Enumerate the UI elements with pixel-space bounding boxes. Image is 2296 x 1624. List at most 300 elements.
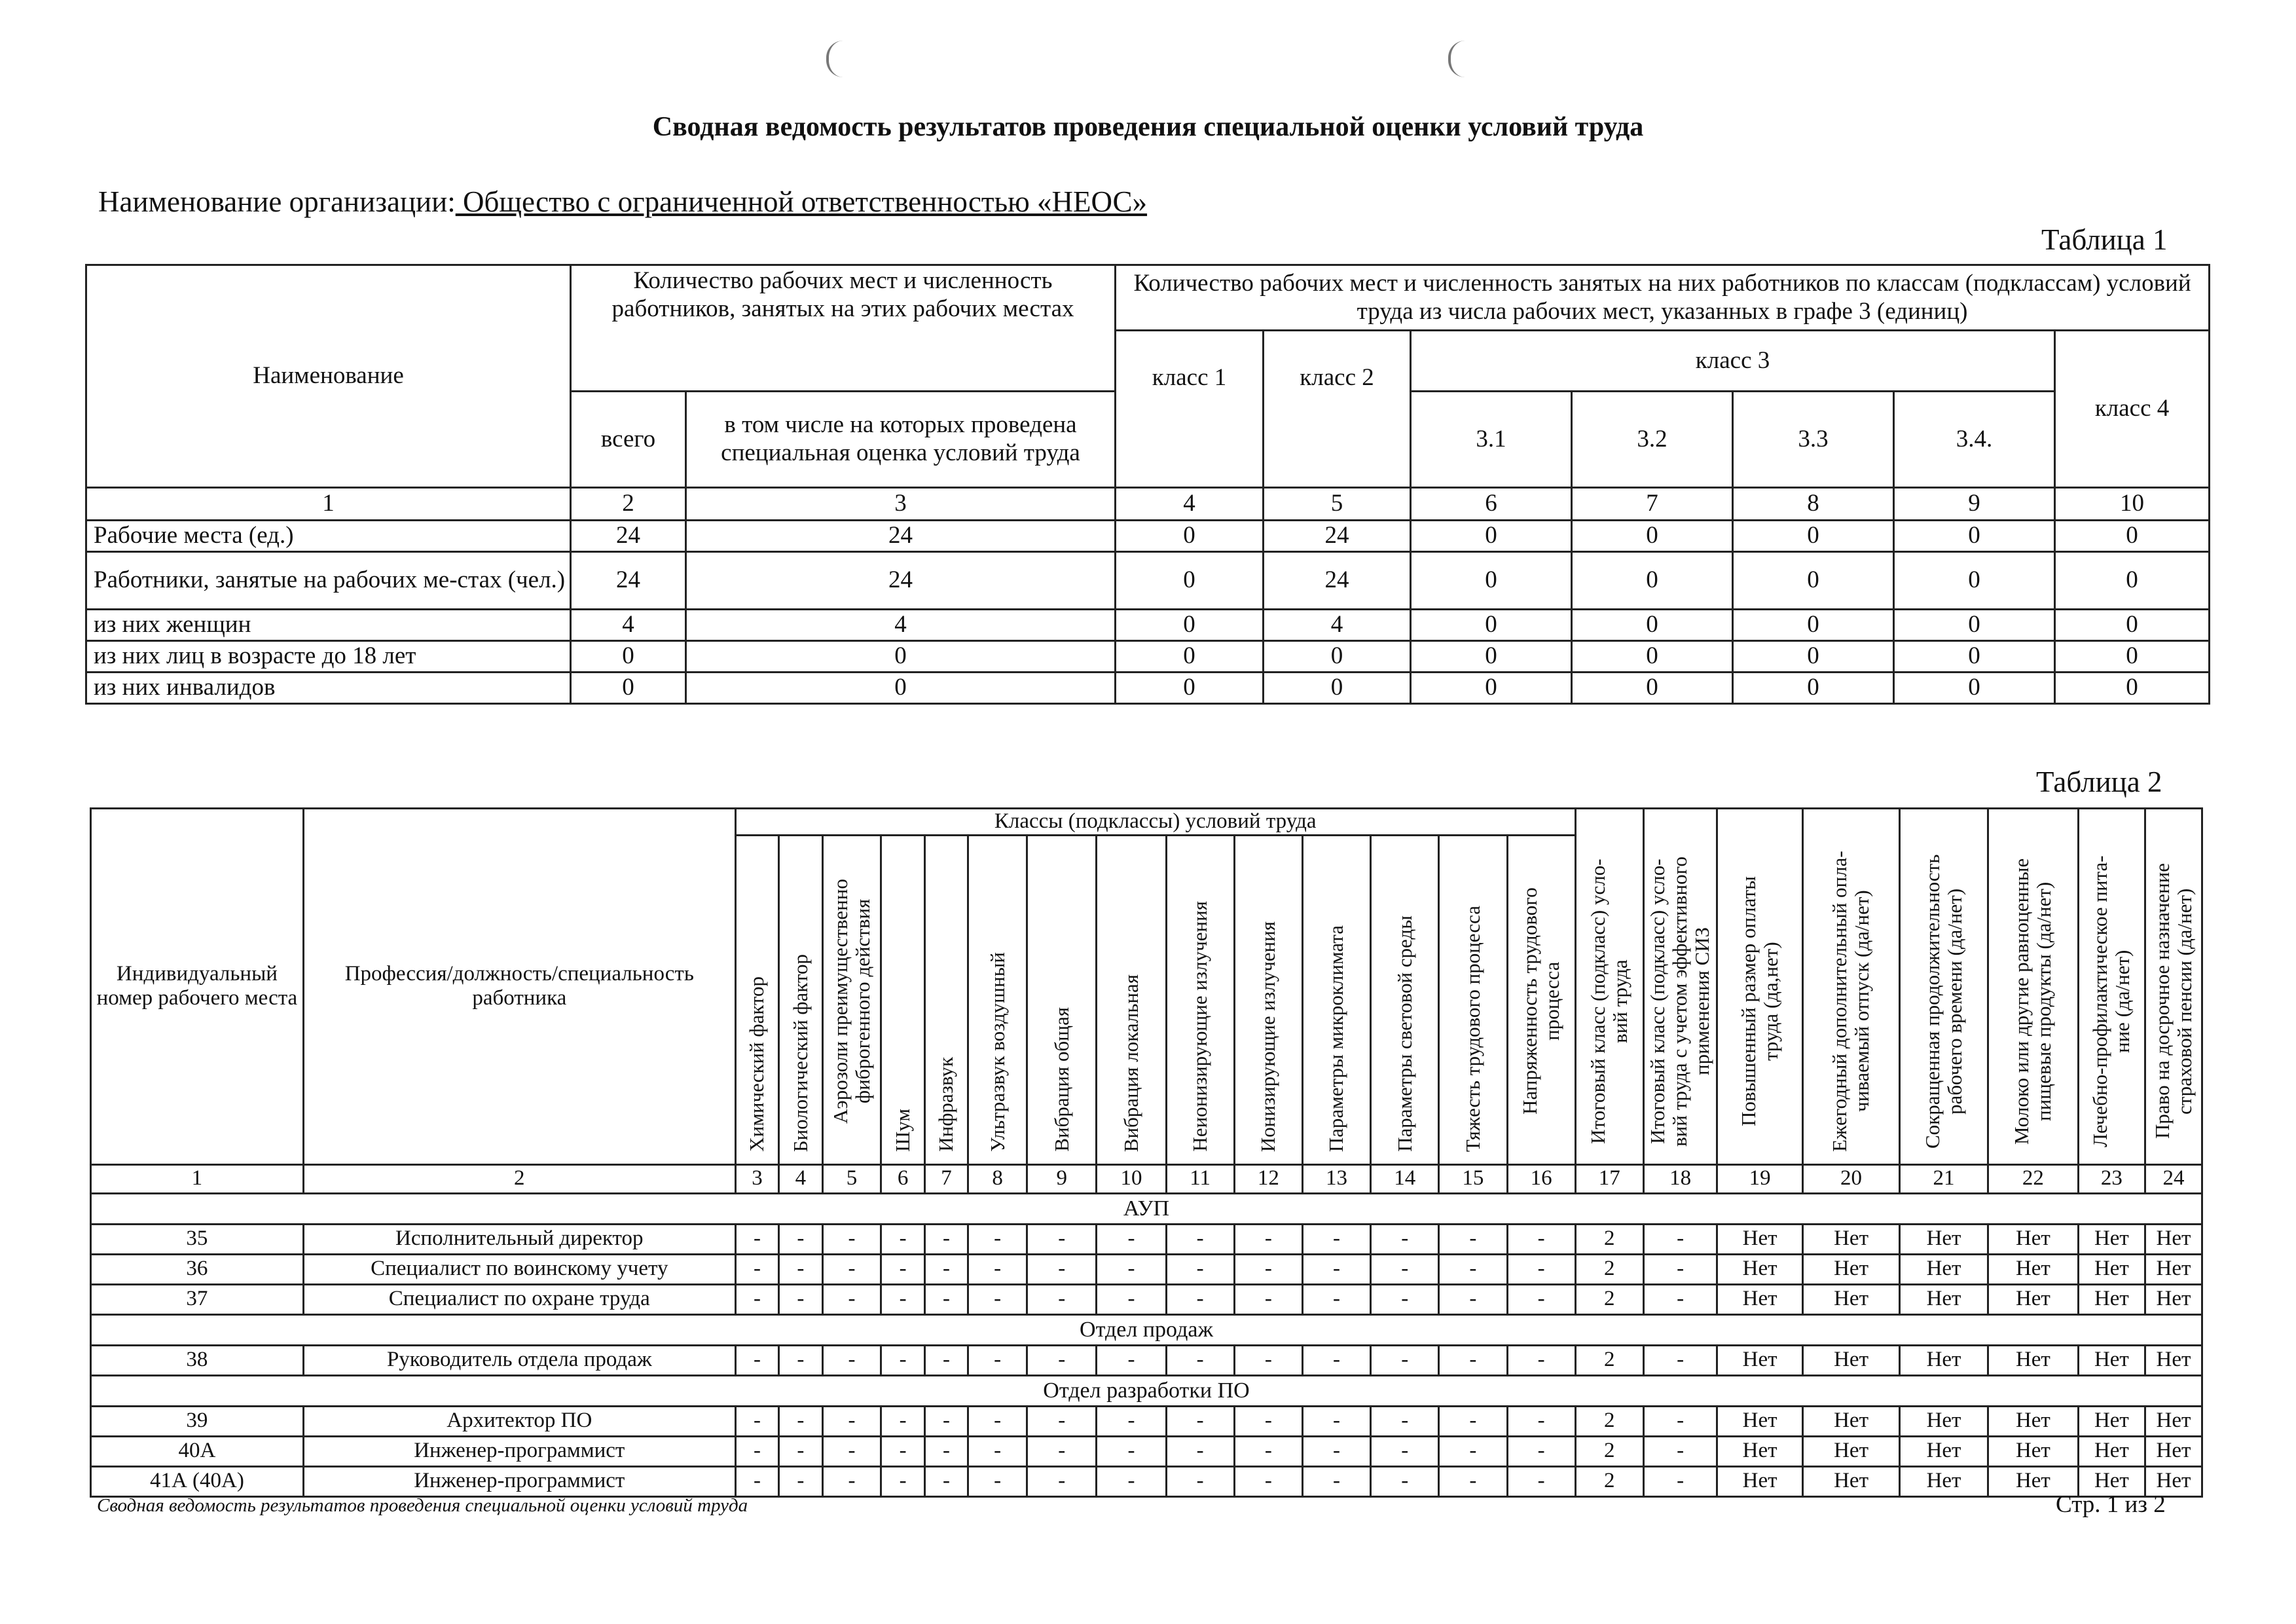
t1-row — [86, 673, 2210, 704]
t2-row — [91, 1254, 2202, 1284]
t2-cell: - — [924, 1224, 968, 1254]
t2-row-profession: Инженер-программист — [303, 1466, 735, 1496]
t1-cell: 0 — [1116, 673, 1264, 704]
t2-cell: Нет — [1988, 1436, 2078, 1466]
t2-cell: - — [1643, 1466, 1717, 1496]
t2-header-id: Индивидуальный номер рабочего места — [91, 809, 304, 1165]
t2-section-row — [91, 1375, 2202, 1406]
t2-cell: Нет — [1988, 1284, 2078, 1314]
t2-cell: - — [1439, 1224, 1507, 1254]
t1-col-number: 7 — [1572, 488, 1733, 521]
t1-cell: 24 — [1264, 552, 1411, 610]
organization-label: Наименование организации: — [98, 185, 456, 218]
t2-header-factor — [1234, 835, 1302, 1164]
t1-cell: 4 — [571, 610, 686, 641]
t2-cell: - — [1027, 1345, 1097, 1375]
t2-cell: - — [822, 1254, 881, 1284]
t2-row-profession: Исполнительный директор — [303, 1224, 735, 1254]
t1-cell: 0 — [1733, 673, 1894, 704]
t2-cell: - — [1439, 1436, 1507, 1466]
t2-col-number: 7 — [924, 1164, 968, 1193]
t1-cell: 0 — [571, 641, 686, 673]
t2-col-number: 10 — [1097, 1164, 1166, 1193]
t2-col-number: 23 — [2078, 1164, 2145, 1193]
t2-cell: - — [1507, 1466, 1575, 1496]
t1-header-total: всего — [571, 392, 686, 488]
t2-col-number: 15 — [1439, 1164, 1507, 1193]
t2-cell: Нет — [1900, 1284, 1988, 1314]
t2-row-id: 37 — [91, 1284, 304, 1314]
t2-col-number: 22 — [1988, 1164, 2078, 1193]
t2-cell: Нет — [1717, 1284, 1803, 1314]
t2-col-number: 18 — [1643, 1164, 1717, 1193]
t2-cell: - — [1643, 1284, 1717, 1314]
t2-header-factor — [822, 835, 881, 1164]
t2-header-factor — [779, 835, 822, 1164]
table2-caption: Таблица 2 — [2036, 766, 2162, 798]
t1-cell: 0 — [1116, 552, 1264, 610]
t2-cell: - — [735, 1224, 778, 1254]
t1-cell: 0 — [1572, 521, 1733, 552]
t2-cell: - — [1166, 1284, 1234, 1314]
t1-header-class3: класс 3 — [1411, 331, 2055, 392]
t2-row — [91, 1406, 2202, 1436]
t1-col-number: 1 — [86, 488, 571, 521]
t1-cell: 0 — [1894, 641, 2055, 673]
t1-cell: 0 — [1411, 552, 1572, 610]
t2-cell: Нет — [2145, 1254, 2202, 1284]
t1-column-numbers-row — [86, 488, 2210, 521]
t2-row-id: 35 — [91, 1224, 304, 1254]
t2-cell: Нет — [2078, 1284, 2145, 1314]
t2-cell: - — [1439, 1406, 1507, 1436]
t1-cell: 24 — [1264, 521, 1411, 552]
t2-cell: - — [735, 1436, 778, 1466]
t1-cell: 0 — [1572, 673, 1733, 704]
t2-cell: - — [1507, 1345, 1575, 1375]
organization-name: Общество с ограниченной ответственностью «НЕОС» — [455, 185, 1148, 218]
document-title: Сводная ведомость результатов проведения специальной оценки условий труда — [652, 112, 1644, 142]
t2-cell: - — [822, 1436, 881, 1466]
t2-cell: - — [1302, 1254, 1370, 1284]
t1-cell: 0 — [1116, 641, 1264, 673]
t1-row — [86, 610, 2210, 641]
t2-header-factor-text: Вибрация локальная — [1119, 974, 1142, 1152]
t2-cell: - — [1507, 1284, 1575, 1314]
t2-cell: - — [1371, 1224, 1439, 1254]
t2-cell: - — [968, 1254, 1027, 1284]
t2-cell: - — [1234, 1284, 1302, 1314]
t2-cell: 2 — [1575, 1466, 1643, 1496]
t2-cell: - — [1027, 1254, 1097, 1284]
t2-col-number: 24 — [2145, 1164, 2202, 1193]
t2-header-factor — [1371, 835, 1439, 1164]
t2-cell: - — [1097, 1254, 1166, 1284]
t2-cell: - — [822, 1406, 881, 1436]
t2-header-factor — [1507, 835, 1575, 1164]
t2-cell: - — [1302, 1224, 1370, 1254]
t1-cell: 0 — [686, 673, 1116, 704]
t2-row — [91, 1466, 2202, 1496]
t2-cell: - — [968, 1345, 1027, 1375]
t2-cell: - — [881, 1284, 924, 1314]
t2-cell: - — [1234, 1345, 1302, 1375]
t2-header-extra-text: Итоговый класс (подкласс) усло-вий труда с учетом эффективного применения СИЗ — [1646, 856, 1714, 1147]
t1-cell: 0 — [1733, 641, 1894, 673]
t2-cell: - — [1643, 1254, 1717, 1284]
t2-cell: Нет — [1900, 1406, 1988, 1436]
t2-cell: Нет — [1803, 1284, 1900, 1314]
t1-header-sub-3-3: 3.3 — [1733, 392, 1894, 488]
t2-cell: - — [779, 1436, 822, 1466]
t2-cell: - — [881, 1466, 924, 1496]
t2-row-profession: Специалист по охране труда — [303, 1284, 735, 1314]
t2-cell: Нет — [2078, 1254, 2145, 1284]
t2-cell: - — [881, 1406, 924, 1436]
t2-header-extra — [2145, 809, 2202, 1165]
t2-cell: - — [1302, 1345, 1370, 1375]
t2-header-factor — [924, 835, 968, 1164]
t2-header-extra — [1900, 809, 1988, 1165]
t2-cell: Нет — [1803, 1345, 1900, 1375]
t2-col-number: 19 — [1717, 1164, 1803, 1193]
t1-row — [86, 641, 2210, 673]
t1-cell: 0 — [1264, 641, 1411, 673]
t2-col-number: 1 — [91, 1164, 304, 1193]
t2-section-name: Отдел разработки ПО — [91, 1375, 2202, 1406]
t2-cell: - — [1166, 1254, 1234, 1284]
t2-cell: - — [924, 1284, 968, 1314]
t1-cell: 0 — [1894, 610, 2055, 641]
t2-section-name: АУП — [91, 1193, 2202, 1224]
t2-cell: Нет — [2078, 1436, 2145, 1466]
t2-cell: - — [1371, 1284, 1439, 1314]
t1-col-number: 6 — [1411, 488, 1572, 521]
t2-cell: - — [1027, 1436, 1097, 1466]
t2-cell: - — [1302, 1466, 1370, 1496]
t1-cell: 0 — [2055, 641, 2210, 673]
t1-cell: 0 — [1411, 521, 1572, 552]
t1-cell: 0 — [2055, 521, 2210, 552]
t2-cell: - — [1166, 1406, 1234, 1436]
t2-cell: Нет — [1900, 1436, 1988, 1466]
t1-cell: 0 — [1116, 521, 1264, 552]
t2-cell: - — [1371, 1254, 1439, 1284]
t1-header-sub-3-4: 3.4. — [1894, 392, 2055, 488]
t1-header-classes-group: Количество рабочих мест и численность занятых на них работников по классам (подклассам) условий труда из числа рабочих мест, указанных в графе 3 (единиц) — [1116, 265, 2210, 331]
t2-cell: - — [1439, 1254, 1507, 1284]
t1-cell: 0 — [2055, 552, 2210, 610]
t2-cell: - — [881, 1436, 924, 1466]
t1-header-class2: класс 2 — [1264, 331, 1411, 488]
t2-cell: - — [1097, 1406, 1166, 1436]
t1-cell: 4 — [686, 610, 1116, 641]
t2-header-extra — [1803, 809, 1900, 1165]
t1-cell: 0 — [1733, 610, 1894, 641]
t2-cell: - — [1302, 1284, 1370, 1314]
t2-cell: - — [822, 1224, 881, 1254]
page-number: Стр. 1 из 2 — [2056, 1491, 2166, 1518]
t2-cell: - — [779, 1284, 822, 1314]
t2-cell: Нет — [1717, 1345, 1803, 1375]
t2-cell: Нет — [1717, 1254, 1803, 1284]
t1-header-sub-3-2: 3.2 — [1572, 392, 1733, 488]
t2-header-extra-text: Ежегодный дополнительный опла-чиваемый отпуск (да/нет) — [1828, 851, 1874, 1152]
t2-header-factor-text: Биологический фактор — [788, 953, 812, 1152]
t2-cell: - — [1643, 1224, 1717, 1254]
t2-header-classes-group: Классы (подклассы) условий труда — [735, 809, 1575, 836]
t2-cell: - — [1234, 1406, 1302, 1436]
t2-cell: - — [924, 1254, 968, 1284]
t2-header-extra-text: Лечебно-профилактическое пита-ние (да/нет) — [2088, 855, 2134, 1147]
t1-col-number: 2 — [571, 488, 686, 521]
t1-cell: 0 — [1572, 610, 1733, 641]
t2-cell: - — [1027, 1224, 1097, 1254]
t1-header-sub-3-1: 3.1 — [1411, 392, 1572, 488]
t2-cell: Нет — [1803, 1406, 1900, 1436]
t2-col-number: 14 — [1371, 1164, 1439, 1193]
t2-row-id: 40А — [91, 1436, 304, 1466]
t2-row-id: 38 — [91, 1345, 304, 1375]
t2-row-profession: Руководитель отдела продаж — [303, 1345, 735, 1375]
t2-cell: - — [881, 1345, 924, 1375]
t2-row-id: 39 — [91, 1406, 304, 1436]
t1-row-label: из них инвалидов — [86, 673, 571, 704]
t2-cell: - — [735, 1254, 778, 1284]
t2-row — [91, 1345, 2202, 1375]
t2-cell: Нет — [1900, 1466, 1988, 1496]
t2-cell: Нет — [1988, 1224, 2078, 1254]
t2-cell: - — [924, 1406, 968, 1436]
t2-cell: - — [968, 1224, 1027, 1254]
t2-header-factor-text: Параметры микроклимата — [1324, 925, 1348, 1152]
t2-cell: - — [1371, 1466, 1439, 1496]
t2-cell: - — [1302, 1436, 1370, 1466]
t2-cell: Нет — [1717, 1224, 1803, 1254]
t2-header-factor — [1439, 835, 1507, 1164]
t1-cell: 0 — [1894, 552, 2055, 610]
t1-cell: 0 — [1411, 641, 1572, 673]
t1-col-number: 10 — [2055, 488, 2210, 521]
t2-col-number: 4 — [779, 1164, 822, 1193]
t2-col-number: 8 — [968, 1164, 1027, 1193]
t2-header-profession: Профессия/должность/специальность работника — [303, 809, 735, 1165]
t2-cell: - — [1643, 1436, 1717, 1466]
t2-cell: Нет — [1900, 1254, 1988, 1284]
t2-header-extra — [1717, 809, 1803, 1165]
t1-header-assessed: в том числе на которых проведена специальная оценка условий труда — [686, 392, 1116, 488]
t2-row-id: 36 — [91, 1254, 304, 1284]
t2-cell: - — [1507, 1406, 1575, 1436]
t2-cell: - — [1234, 1254, 1302, 1284]
t2-header-factor — [881, 835, 924, 1164]
t2-col-number: 16 — [1507, 1164, 1575, 1193]
t2-header-factor — [1166, 835, 1234, 1164]
t2-cell: - — [1027, 1406, 1097, 1436]
t2-header-extra — [2078, 809, 2145, 1165]
t1-cell: 0 — [1572, 641, 1733, 673]
t2-header-factor-text: Ионизирующие излучения — [1256, 921, 1280, 1152]
t2-cell: Нет — [2078, 1466, 2145, 1496]
punch-hole-mark-right — [1448, 41, 1465, 77]
t2-cell: - — [881, 1254, 924, 1284]
t2-cell: 2 — [1575, 1436, 1643, 1466]
t1-cell: 0 — [571, 673, 686, 704]
t2-cell: - — [1234, 1436, 1302, 1466]
t2-cell: - — [735, 1345, 778, 1375]
table1-caption: Таблица 1 — [2041, 223, 2168, 256]
t1-cell: 24 — [571, 552, 686, 610]
t2-row — [91, 1284, 2202, 1314]
t2-cell: - — [924, 1436, 968, 1466]
t2-header-extra-text: Молоко или другие равноценные пищевые продукты (да/нет) — [2010, 858, 2056, 1145]
t2-cell: Нет — [2145, 1406, 2202, 1436]
t2-cell: - — [1166, 1345, 1234, 1375]
t2-cell: - — [968, 1436, 1027, 1466]
t2-cell: Нет — [1803, 1254, 1900, 1284]
t2-cell: - — [1507, 1224, 1575, 1254]
t2-col-number: 2 — [303, 1164, 735, 1193]
t2-col-number: 3 — [735, 1164, 778, 1193]
t1-cell: 0 — [1733, 552, 1894, 610]
t1-cell: 0 — [2055, 610, 2210, 641]
t2-cell: - — [1643, 1345, 1717, 1375]
t2-col-number: 17 — [1575, 1164, 1643, 1193]
t2-header-factor-text: Параметры световой среды — [1393, 915, 1416, 1152]
t2-cell: Нет — [1988, 1406, 2078, 1436]
t2-row-profession: Инженер-программист — [303, 1436, 735, 1466]
t2-cell: Нет — [1717, 1436, 1803, 1466]
t2-col-number: 5 — [822, 1164, 881, 1193]
t2-cell: - — [735, 1284, 778, 1314]
t2-cell: - — [968, 1466, 1027, 1496]
t1-row — [86, 552, 2210, 610]
t2-header-factor-text: Вибрация общая — [1049, 1007, 1073, 1152]
t2-cell: - — [968, 1406, 1027, 1436]
t2-cell: Нет — [2078, 1224, 2145, 1254]
t2-cell: - — [1439, 1345, 1507, 1375]
t1-row-label: из них лиц в возрасте до 18 лет — [86, 641, 571, 673]
t2-cell: Нет — [1803, 1224, 1900, 1254]
t2-cell: - — [1027, 1284, 1097, 1314]
t2-cell: Нет — [1717, 1406, 1803, 1436]
t1-header-workplaces-group: Количество рабочих мест и численность работников, занятых на этих рабочих местах — [571, 265, 1116, 392]
t2-cell: - — [1371, 1406, 1439, 1436]
t2-cell: - — [1234, 1466, 1302, 1496]
t1-cell: 4 — [1264, 610, 1411, 641]
t2-cell: Нет — [1900, 1224, 1988, 1254]
t2-cell: - — [779, 1466, 822, 1496]
t2-cell: Нет — [1803, 1436, 1900, 1466]
t2-cell: Нет — [1988, 1466, 2078, 1496]
t2-cell: Нет — [1803, 1466, 1900, 1496]
organization-line — [98, 185, 1147, 219]
t2-cell: 2 — [1575, 1406, 1643, 1436]
t2-col-number: 11 — [1166, 1164, 1234, 1193]
t1-cell: 0 — [2055, 673, 2210, 704]
t2-cell: Нет — [2145, 1345, 2202, 1375]
t2-col-number: 20 — [1803, 1164, 1900, 1193]
t2-section-name: Отдел продаж — [91, 1314, 2202, 1345]
footer-note: Сводная ведомость результатов проведения специальной оценки условий труда — [97, 1495, 748, 1516]
t1-cell: 0 — [1894, 521, 2055, 552]
t2-header-extra — [1988, 809, 2078, 1165]
t2-cell: Нет — [2145, 1436, 2202, 1466]
t2-col-number: 12 — [1234, 1164, 1302, 1193]
t2-col-number: 13 — [1302, 1164, 1370, 1193]
t2-header-factor — [1027, 835, 1097, 1164]
t2-header-factor — [1097, 835, 1166, 1164]
workplace-results-table — [90, 807, 2203, 1498]
t2-row — [91, 1224, 2202, 1254]
t1-header-class4: класс 4 — [2055, 331, 2210, 488]
t2-header-factor-text: Химический фактор — [745, 976, 769, 1152]
t1-row — [86, 521, 2210, 552]
t2-cell: Нет — [2145, 1284, 2202, 1314]
t2-cell: - — [735, 1466, 778, 1496]
t2-cell: Нет — [2145, 1224, 2202, 1254]
t2-cell: - — [1371, 1345, 1439, 1375]
t2-row-profession: Специалист по воинскому учету — [303, 1254, 735, 1284]
t2-cell: - — [779, 1406, 822, 1436]
t2-cell: - — [1027, 1466, 1097, 1496]
t2-cell: - — [924, 1345, 968, 1375]
t2-cell: - — [1097, 1224, 1166, 1254]
t2-cell: Нет — [2078, 1345, 2145, 1375]
t2-header-factor — [968, 835, 1027, 1164]
t2-header-factor — [735, 835, 778, 1164]
t1-row-label: Работники, занятые на рабочих ме-стах (чел.) — [86, 552, 571, 610]
t2-cell: - — [1507, 1254, 1575, 1284]
t2-cell: - — [1097, 1436, 1166, 1466]
t1-cell: 0 — [1894, 673, 2055, 704]
summary-table — [85, 264, 2210, 705]
t2-column-numbers-row — [91, 1164, 2202, 1193]
t2-cell: Нет — [1988, 1345, 2078, 1375]
t1-col-number: 5 — [1264, 488, 1411, 521]
t2-cell: - — [968, 1284, 1027, 1314]
t2-cell: - — [1439, 1466, 1507, 1496]
t2-row — [91, 1436, 2202, 1466]
t2-col-number: 9 — [1027, 1164, 1097, 1193]
t2-cell: 2 — [1575, 1254, 1643, 1284]
t2-header-factor-text: Напряженность трудового процесса — [1518, 887, 1564, 1115]
t2-header-factor-text: Неионизирующие излучения — [1188, 901, 1212, 1152]
t2-cell: - — [779, 1254, 822, 1284]
t2-header-extra-text: Право на досрочное назначение страховой пенсии (да/нет) — [2150, 863, 2196, 1139]
t2-header-extra — [1643, 809, 1717, 1165]
t2-row-id: 41А (40А) — [91, 1466, 304, 1496]
t2-cell: - — [822, 1466, 881, 1496]
t2-header-factor-text: Шум — [891, 1109, 915, 1152]
t2-cell: - — [1166, 1466, 1234, 1496]
t2-cell: - — [1166, 1436, 1234, 1466]
t1-header-name: Наименование — [86, 265, 571, 488]
t1-col-number: 3 — [686, 488, 1116, 521]
t2-cell: Нет — [1900, 1345, 1988, 1375]
punch-hole-mark-left — [826, 41, 843, 77]
t1-col-number: 9 — [1894, 488, 2055, 521]
t1-row-label: Рабочие места (ед.) — [86, 521, 571, 552]
t2-cell: - — [1234, 1224, 1302, 1254]
t2-cell: - — [881, 1224, 924, 1254]
t2-cell: - — [822, 1345, 881, 1375]
t1-cell: 0 — [1411, 673, 1572, 704]
t2-cell: - — [1371, 1436, 1439, 1466]
t2-cell: Нет — [1988, 1254, 2078, 1284]
t2-cell: - — [1302, 1406, 1370, 1436]
t2-header-factor-text: Инфразвук — [934, 1057, 958, 1152]
